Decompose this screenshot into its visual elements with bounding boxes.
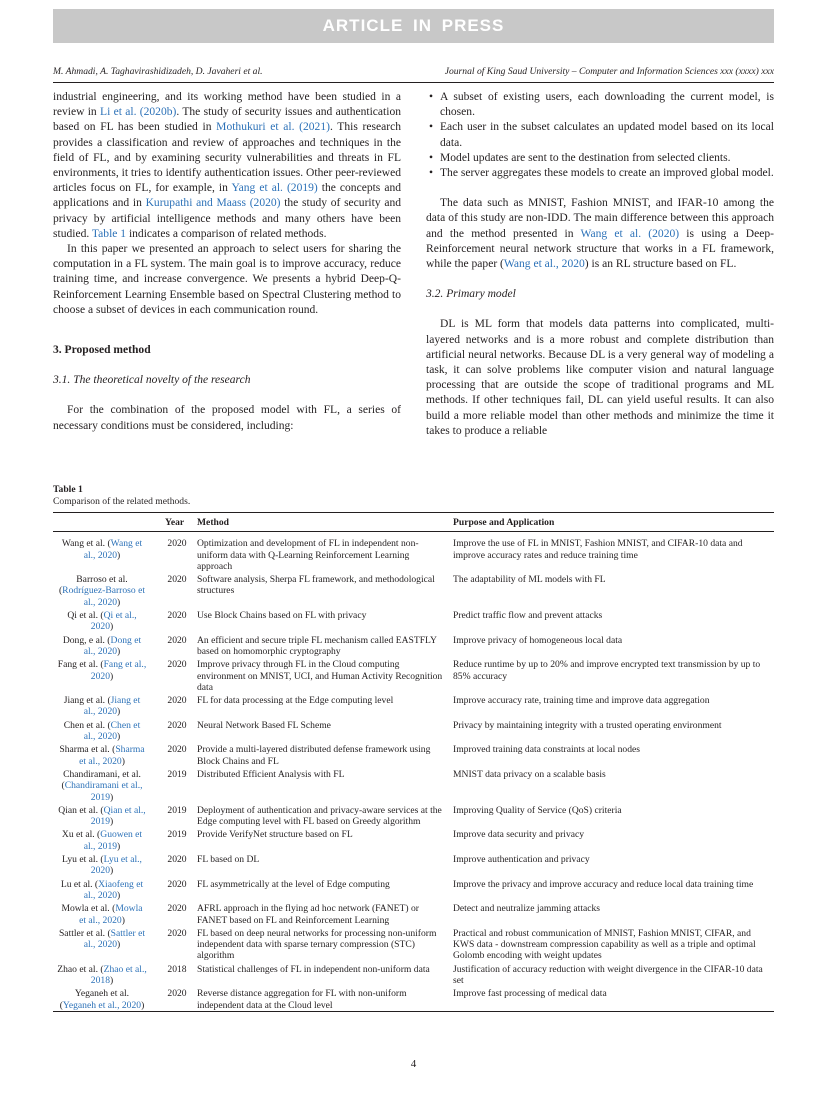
text: ) — [117, 596, 121, 608]
cell-reference — [53, 608, 161, 633]
text: ) — [117, 549, 121, 561]
text: industrial engineering, and its working method have been studied in a review in — [53, 91, 401, 119]
text: ) — [121, 755, 125, 767]
cell-reference — [53, 901, 161, 926]
cell-year: 2020 — [167, 744, 187, 756]
table-row — [53, 532, 774, 572]
cell-purpose: Justification of accuracy reduction with weight divergence in the CIFAR-10 data set — [453, 963, 763, 986]
cell-purpose: MNIST data privacy on a scalable basis — [453, 768, 606, 780]
cell-year: 2020 — [167, 854, 187, 866]
table-row — [53, 718, 774, 743]
paragraph — [53, 90, 401, 242]
cell-method: Neural Network Based FL Scheme — [197, 719, 331, 731]
table-row — [53, 742, 774, 767]
running-head-journal: Journal of King Saud University – Computer and Information Sciences xxx (xxxx) xxx — [444, 66, 774, 77]
list-item: • A subset of existing users, each downloading the current model, is chosen. — [426, 90, 774, 120]
left-column — [53, 90, 401, 434]
cell-reference — [53, 572, 161, 608]
text: The data such as MNIST, Fashion MNIST, and IFAR-10 among the data of this study are non-IDD. The main difference between this approach and the method presented in — [426, 197, 774, 240]
cell-method: Improve privacy through FL in the Cloud computing environment on MNIST, UCI, and Human Activity Recognition data — [197, 659, 443, 693]
cell-purpose: Improve privacy of homogeneous local data — [453, 634, 623, 646]
comparison-table — [53, 512, 774, 1012]
table-row — [53, 986, 774, 1011]
text: Chandiramani, et al. ( — [61, 768, 141, 792]
text: Chen et al. ( — [63, 719, 111, 731]
paragraph: For the combination of the proposed model with FL, a series of necessary conditions must be considered, including: — [53, 404, 401, 432]
text: ) — [109, 974, 114, 986]
text: Lu et al. ( — [60, 878, 99, 890]
table-row — [53, 901, 774, 926]
table-row — [53, 926, 774, 962]
cell-purpose: Improved training data constraints at local nodes — [453, 744, 641, 756]
cell-purpose: Improve fast processing of medical data — [453, 988, 607, 1000]
cell-purpose: Improve the privacy and improve accuracy and reduce local data training time — [453, 878, 754, 890]
text: Fang et al. ( — [57, 659, 104, 671]
table-row — [53, 633, 774, 658]
section-heading: 3. Proposed method — [53, 344, 151, 357]
citation-link[interactable]: Lyu et al., 2020 — [90, 854, 142, 877]
cell-method: Use Block Chains based on FL with privacy — [197, 610, 367, 622]
cell-method: AFRL approach in the flying ad hoc network (FANET) or FANET based on FL and Reinforcement Learning — [197, 903, 419, 926]
text: ) — [121, 914, 125, 926]
header-year: Year — [161, 513, 193, 532]
text: Wang et al. ( — [61, 538, 111, 550]
cell-reference — [53, 718, 161, 743]
cell-method: FL based on deep neural networks for processing non-uniform independent data with sparse ternary compression (STC) algorithm — [197, 927, 437, 962]
cell-year: 2019 — [167, 804, 187, 816]
cell-purpose: Reduce runtime by up to 20% and improve encrypted text transmission by up to 85% accuracy — [453, 659, 761, 682]
list-item: • Model updates are sent to the destination from selected clients. — [426, 151, 774, 166]
cell-reference — [53, 803, 161, 828]
text: is using a Deep-Reinforcement neural network structure that works in a FL framework, while the paper ( — [426, 227, 774, 271]
cell-year: 2020 — [167, 927, 187, 939]
citation-link[interactable]: Wang et al., 2020 — [83, 538, 143, 561]
citation-link[interactable]: Rodríguez-Barroso et al., 2020 — [62, 585, 146, 608]
table-row — [53, 767, 774, 803]
text: ) — [117, 731, 121, 743]
cell-purpose: Improve authentication and privacy — [453, 854, 590, 866]
citation-link[interactable]: Dong et al., 2020 — [83, 634, 142, 657]
cell-reference — [53, 532, 161, 572]
cell-method: Provide VerifyNet structure based on FL — [197, 829, 353, 841]
text: Lyu et al. ( — [62, 854, 104, 866]
text: Sharma et al. ( — [59, 744, 116, 756]
citation-link[interactable]: Jiang et al., 2020 — [83, 695, 141, 718]
cell-reference — [53, 657, 161, 693]
cell-purpose: Improve the use of FL in MNIST, Fashion MNIST, and CIFAR-10 data and improve accuracy rates and reduce training time — [453, 538, 743, 561]
citation-link[interactable]: Wang et al. (2020) — [580, 227, 680, 240]
citation-link[interactable]: Yang et al. (2019) — [231, 182, 318, 195]
page-number: 4 — [410, 1058, 417, 1070]
text: Qian et al. ( — [58, 804, 104, 816]
cell-year: 2020 — [167, 574, 187, 586]
cell-method: FL asymmetrically at the level of Edge computing — [197, 878, 390, 890]
text: ) — [109, 816, 114, 828]
citation-link[interactable]: Mothukuri et al. (2021) — [216, 121, 330, 134]
cell-purpose: Detect and neutralize jamming attacks — [453, 903, 601, 915]
subsection-heading: 3.2. Primary model — [426, 288, 516, 301]
citation-link[interactable]: Wang et al., 2020 — [503, 258, 585, 271]
header-rule — [53, 82, 774, 83]
text: ) — [117, 645, 121, 657]
cell-year: 2020 — [167, 538, 187, 550]
table-row — [53, 877, 774, 902]
article-in-press-banner: ARTICLE IN PRESS — [53, 9, 774, 43]
citation-link[interactable]: Sattler et al., 2020 — [83, 927, 146, 951]
cell-reference — [53, 852, 161, 877]
table-row — [53, 608, 774, 633]
cell-purpose: Improving Quality of Service (QoS) criteria — [453, 804, 622, 816]
cell-reference — [53, 693, 161, 718]
cell-method: Provide a multi-layered distributed defense framework using Block Chains and FL — [197, 744, 431, 767]
text: . This research provides a classification and review of approaches and techniques in the field of FL, and by examining security vulnerabilities and threats in FL environments, it tries to identify authentication issues. Other peer-reviewed articles focus on FL, for example, in — [53, 121, 401, 195]
list-item: • Each user in the subset calculates an updated model based on its local data. — [426, 120, 774, 150]
text: ) — [117, 889, 121, 901]
cell-year: 2018 — [167, 963, 187, 975]
citation-link[interactable]: Guowen et al., 2019 — [83, 829, 143, 852]
table-label: Table 1 — [53, 484, 83, 495]
running-head-authors: M. Ahmadi, A. Taghavirashidizadeh, D. Javaheri et al. — [53, 66, 263, 77]
citation-link[interactable]: Zhao et al., 2018 — [90, 963, 147, 986]
paragraph: DL is ML form that models data patterns into complicated, multi-layered networks and is a more robust and complete distribution than artificial neural networks. Because DL is a very general way of modeling a task, it can solve problems like computer vision and natural language processing that are outside the scope of traditional programs and ML methods. If other techniques fail, DL can yield useful results. It can also build a more reliable model than other methods and minimize the time it takes to produce a reliable — [426, 318, 774, 437]
text: Mowla et al. ( — [61, 903, 116, 915]
citation-link[interactable]: Mowla et al., 2020 — [79, 903, 143, 926]
text: ) — [109, 791, 114, 803]
text: . The study of security issues and authentication based on FL has been studied in — [53, 106, 402, 134]
citation-link[interactable]: Qian et al., 2019 — [90, 804, 146, 828]
cell-method: Reverse distance aggregation for FL with non-uniform independent data at the Cloud level — [197, 988, 407, 1011]
cell-year: 2020 — [167, 878, 187, 890]
text: ) — [109, 621, 114, 633]
citation-link[interactable]: Chen et al., 2020 — [83, 719, 141, 743]
cell-method: Software analysis, Sherpa FL framework, and methodological structures — [197, 574, 435, 597]
cell-year: 2020 — [167, 988, 187, 1000]
table-header-row — [53, 513, 774, 532]
text: the study of security and privacy by artificial intelligence methods and many others have been studied. — [53, 197, 401, 240]
cell-purpose: Privacy by maintaining integrity with a trusted operating environment — [453, 719, 722, 731]
cell-method: Statistical challenges of FL in independent non-uniform data — [197, 963, 430, 975]
cell-reference — [53, 962, 161, 987]
text: Barroso et al. ( — [58, 574, 128, 597]
cell-reference — [53, 986, 161, 1011]
cell-purpose: Improve accuracy rate, training time and improve data aggregation — [453, 695, 710, 707]
table-row — [53, 572, 774, 608]
text: indicates a comparison of related methods. — [126, 227, 327, 240]
citation-link[interactable]: Li et al. (2020b) — [100, 106, 177, 119]
cell-year: 2020 — [167, 719, 187, 731]
header-method: Method — [193, 513, 449, 532]
cell-purpose: Improve data security and privacy — [453, 829, 585, 841]
table-caption: Comparison of the related methods. — [53, 496, 191, 507]
text: ) — [117, 939, 121, 951]
cell-year: 2020 — [167, 634, 187, 646]
citation-link[interactable]: Chandiramani et al., 2019 — [64, 780, 143, 803]
text: Qi et al. ( — [67, 610, 104, 622]
text: Dong, e al. ( — [62, 634, 111, 646]
text: ) is an RL structure based on FL. — [584, 258, 737, 271]
table-row — [53, 657, 774, 693]
cell-year: 2020 — [167, 610, 187, 622]
text: ) — [117, 840, 121, 852]
text: ) — [117, 706, 121, 718]
cell-year: 2019 — [167, 768, 187, 780]
cell-reference — [53, 926, 161, 962]
cell-year: 2020 — [167, 659, 187, 671]
table-row — [53, 803, 774, 828]
cell-method: Deployment of authentication and privacy-aware services at the Edge computing level with FL based on Greedy algorithm — [197, 804, 442, 828]
header-purpose: Purpose and Application — [449, 513, 774, 532]
text: Jiang et al. ( — [63, 695, 111, 707]
paragraph: In this paper we presented an approach to select users for sharing the computation in a FL system. The main goal is to improve accuracy, reduce training time, and increase convergence. We presents a hybrid Deep-Q-Reinforcement Learning Ensemble based on Spectral Clustering method to choose a subset of devices in each communication round. — [53, 243, 401, 316]
table-row — [53, 962, 774, 987]
cell-method: Optimization and development of FL in independent non-uniform data with Q-Learning Reinforcement Learning approach — [197, 538, 419, 572]
cell-reference — [53, 877, 161, 902]
cell-year: 2019 — [167, 829, 187, 841]
text: Sattler et al. ( — [58, 927, 111, 939]
list-item: • The server aggregates these models to create an improved global model. — [426, 166, 774, 181]
cell-purpose: Practical and robust communication of MNIST, Fashion MNIST, CIFAR, and KWS data - downstream compression capability as well as a triple and optimal Golomb encoding with weight updates — [453, 927, 756, 962]
cell-reference — [53, 767, 161, 803]
paragraph — [426, 196, 774, 272]
cell-method: Distributed Efficient Analysis with FL — [197, 768, 345, 780]
table-row — [53, 852, 774, 877]
cell-reference — [53, 742, 161, 767]
text: the concepts and applications and in — [53, 182, 402, 210]
cell-purpose: Predict traffic flow and prevent attacks — [453, 610, 603, 622]
bullet-list — [426, 90, 774, 181]
table-row — [53, 827, 774, 852]
text: ) — [109, 670, 114, 682]
cell-method: An efficient and secure triple FL mechanism called EASTFLY based on homomorphic cryptography — [197, 634, 437, 657]
text: ) — [109, 865, 114, 877]
header-reference — [53, 513, 161, 532]
text: Xu et al. ( — [61, 829, 101, 841]
cell-method: FL for data processing at the Edge computing level — [197, 695, 394, 707]
citation-link[interactable]: Sharma et al., 2020 — [79, 744, 145, 767]
subsection-heading: 3.1. The theoretical novelty of the research — [53, 374, 251, 387]
cell-purpose: The adaptability of ML models with FL — [453, 574, 606, 586]
citation-link[interactable]: Xiaofeng et al., 2020 — [83, 878, 144, 901]
cell-reference — [53, 827, 161, 852]
cell-year: 2020 — [167, 903, 187, 915]
citation-link[interactable]: Kurupathi and Maass (2020) — [145, 197, 281, 210]
table-row — [53, 693, 774, 718]
citation-link[interactable]: Yeganeh et al., 2020 — [62, 999, 142, 1011]
citation-link[interactable]: Qi et al., 2020 — [90, 610, 137, 633]
citation-link[interactable]: Fang et al., 2020 — [90, 659, 147, 682]
text: Yeganeh et al. ( — [59, 988, 130, 1011]
table-link[interactable]: Table 1 — [91, 227, 127, 240]
cell-method: FL based on DL — [197, 854, 260, 866]
cell-year: 2020 — [167, 695, 187, 707]
text: Zhao et al. ( — [57, 963, 104, 975]
cell-reference — [53, 633, 161, 658]
right-column — [426, 90, 774, 439]
text: ) — [141, 999, 145, 1011]
